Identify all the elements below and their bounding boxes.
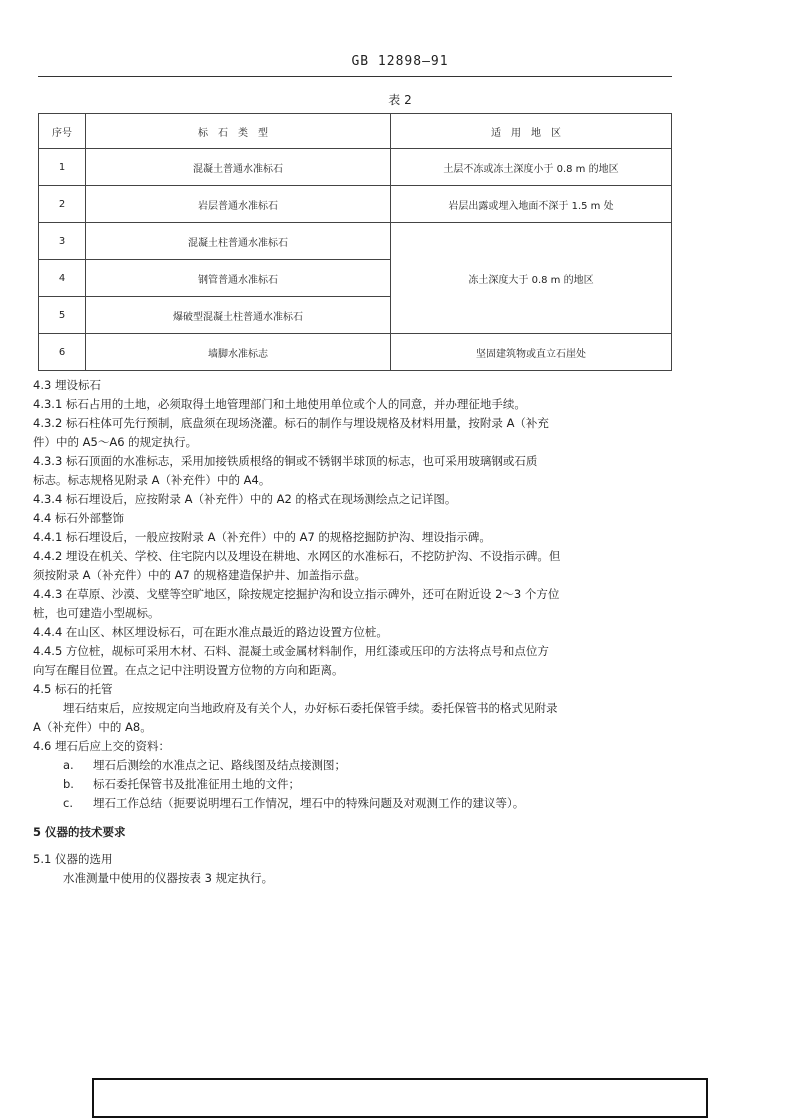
list-item-b xyxy=(33,775,673,794)
section-heading-4-5: 4.5 标石的托管 xyxy=(33,682,113,696)
clause-4-3-4: 4.3.4 标石埋设后，应按附录 A（补充件）中的 A2 的格式在现场测绘点之记详图。 xyxy=(33,492,457,506)
row-area: 岩层出露或埋入地面不深于 1.5 m 处 xyxy=(391,186,672,223)
clause-4-3-3: 4.3.3 标石顶面的水准标志，采用加接铁质根络的铜或不锈钢半球顶的标志，也可采用玻璃钢或石质 xyxy=(33,454,538,468)
list-marker: a. xyxy=(63,758,74,772)
table-row xyxy=(39,334,672,371)
clause-4-4-5-cont: 向写在醒目位置。在点之记中注明设置方位物的方向和距离。 xyxy=(33,663,344,677)
section-heading-5-1: 5.1 仪器的选用 xyxy=(33,852,113,866)
table-row xyxy=(39,149,672,186)
clause-5-1-text: 水准测量中使用的仪器按表 3 规定执行。 xyxy=(63,871,274,885)
header-rule xyxy=(38,76,672,77)
row-no: 5 xyxy=(39,297,86,334)
table-caption: 表 2 xyxy=(388,93,412,107)
section-heading-5: 5 仪器的技术要求 xyxy=(33,825,126,839)
section-heading-4-3: 4.3 埋设标石 xyxy=(33,378,101,392)
row-area-merged: 冻土深度大于 0.8 m 的地区 xyxy=(391,223,672,334)
list-text: 埋石工作总结（扼要说明埋石工作情况，埋石中的特殊问题及对观测工作的建议等）。 xyxy=(93,796,525,810)
list-item-c xyxy=(33,794,673,813)
list-text: 标石委托保管书及批准征用土地的文件； xyxy=(93,777,300,791)
row-type: 爆破型混凝土柱普通水准标石 xyxy=(86,297,391,334)
row-type: 钢管普通水准标石 xyxy=(86,260,391,297)
row-no: 4 xyxy=(39,260,86,297)
header-no: 序号 xyxy=(39,114,86,149)
clause-4-4-1: 4.4.1 标石埋设后，一般应按附录 A（补充件）中的 A7 的规格挖掘防护沟、埋设指示碑。 xyxy=(33,530,491,544)
row-no: 2 xyxy=(39,186,86,223)
clause-4-4-2: 4.4.2 埋设在机关、学校、住宅院内以及埋设在耕地、水网区的水准标石，不挖防护沟、不设指示碑。但 xyxy=(33,549,561,563)
row-no: 3 xyxy=(39,223,86,260)
list-text: 埋石后测绘的水准点之记、路线图及结点接测图； xyxy=(93,758,346,772)
benchmark-type-table xyxy=(38,113,672,371)
section-heading-4-4: 4.4 标石外部整饰 xyxy=(33,511,124,525)
section-heading-4-6: 4.6 埋石后应上交的资料： xyxy=(33,739,170,753)
row-area: 土层不冻或冻土深度小于 0.8 m 的地区 xyxy=(391,149,672,186)
row-area: 坚固建筑物或直立石崖处 xyxy=(391,334,672,371)
clause-4-3-1: 4.3.1 标石占用的土地，必须取得土地管理部门和土地使用单位或个人的同意，并办理征地手续。 xyxy=(33,397,526,411)
body-text xyxy=(33,376,673,888)
list-marker: c. xyxy=(63,796,73,810)
row-type: 混凝土柱普通水准标石 xyxy=(86,223,391,260)
clause-4-3-2-cont: 件）中的 A5～A6 的规定执行。 xyxy=(33,435,198,449)
row-type: 混凝土普通水准标石 xyxy=(86,149,391,186)
clause-4-5-text-cont: A（补充件）中的 A8。 xyxy=(33,720,152,734)
table-row xyxy=(39,186,672,223)
row-type: 岩层普通水准标石 xyxy=(86,186,391,223)
list-item-a xyxy=(33,756,673,775)
table-row xyxy=(39,223,672,260)
row-type: 墙脚水准标志 xyxy=(86,334,391,371)
clause-4-5-text: 埋石结束后，应按规定向当地政府及有关个人，办好标石委托保管手续。委托保管书的格式见附录 xyxy=(63,701,558,715)
header-type: 标石类型 xyxy=(86,114,391,149)
table-header-row xyxy=(39,114,672,149)
list-marker: b. xyxy=(63,777,74,791)
clause-4-4-5: 4.4.5 方位桩，觇标可采用木材、石料、混凝土或金属材料制作，用红漆或压印的方法将点号和点位方 xyxy=(33,644,549,658)
clause-4-4-3-cont: 桩，也可建造小型觇标。 xyxy=(33,606,160,620)
clause-4-4-3: 4.4.3 在草原、沙漠、戈壁等空旷地区，除按规定挖掘护沟和设立指示碑外，还可在附近设 2～3 个方位 xyxy=(33,587,560,601)
header-area: 适用地区 xyxy=(391,114,672,149)
next-table-frame xyxy=(92,1078,708,1118)
clause-4-4-4: 4.4.4 在山区、林区埋设标石，可在距水准点最近的路边设置方位桩。 xyxy=(33,625,388,639)
document-header-code: GB 12898—91 xyxy=(351,54,449,69)
clause-4-4-2-cont: 须按附录 A（补充件）中的 A7 的规格建造保护井、加盖指示盘。 xyxy=(33,568,367,582)
row-no: 1 xyxy=(39,149,86,186)
clause-4-3-2: 4.3.2 标石柱体可先行预制，底盘须在现场浇灌。标石的制作与埋设规格及材料用量，按附录 A（补充 xyxy=(33,416,549,430)
clause-4-3-3-cont: 标志。标志规格见附录 A（补充件）中的 A4。 xyxy=(33,473,271,487)
row-no: 6 xyxy=(39,334,86,371)
